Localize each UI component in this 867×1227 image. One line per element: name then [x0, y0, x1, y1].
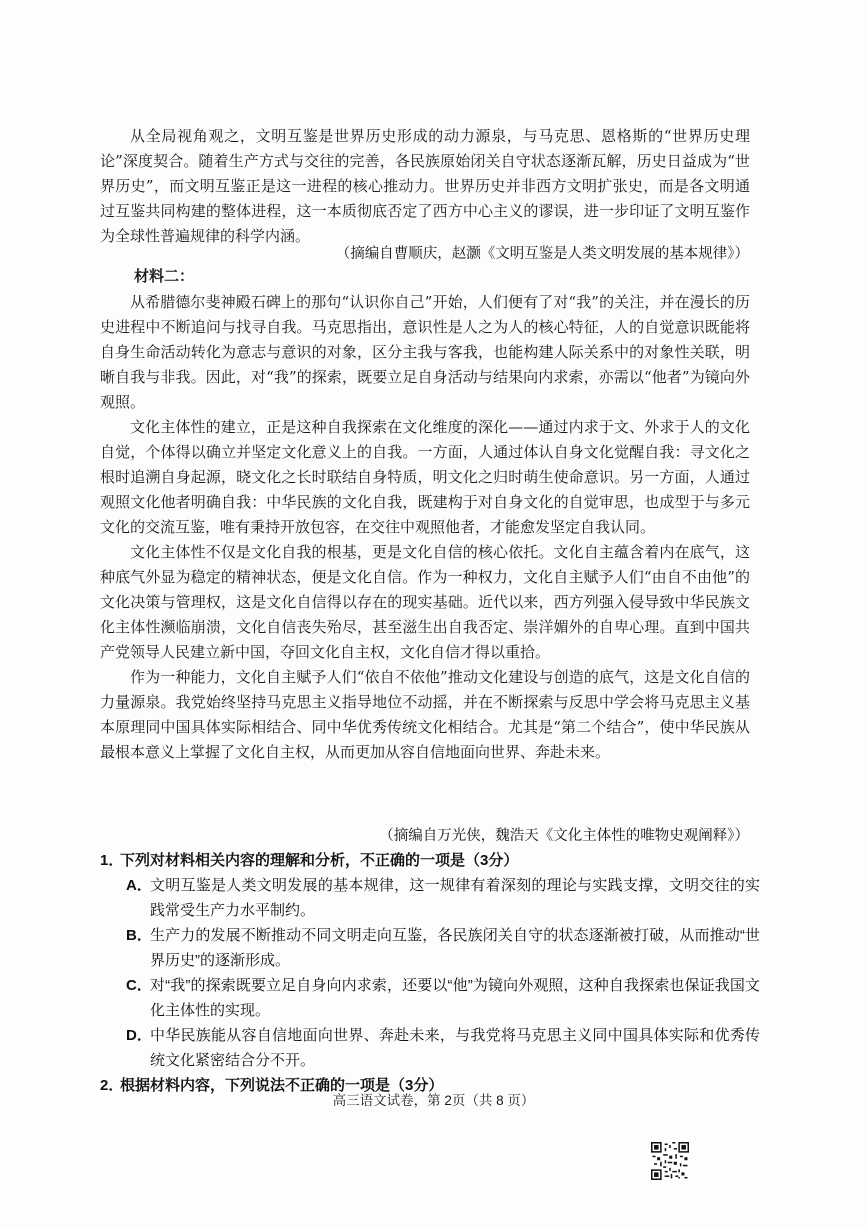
material-two-body — [100, 290, 750, 765]
material-two-paragraph-1: 从希腊德尔斐神殿石碑上的那句“认识你自己”开始，人们便有了对“我”的关注，并在漫长的历史进程中不断追问与找寻自我。马克思指出，意识性是人之为人的核心特征，人的自觉意识既能将自身生命活动转化为意志与意识的对象，区分主我与客我，也能构建人际关系中的对象性关联，明晰自我与非我。因此，对“我”的探索，既要立足自身活动与结果向内求索，亦需以“他者”为镜向外观照。 — [100, 293, 750, 411]
question-text: 根据材料内容，下列说法不正确的一项是（3分） — [120, 1077, 444, 1094]
material-one-paragraph: 从全局视角观之，文明互鉴是世界历史形成的动力源泉，与马克思、恩格斯的“世界历史理论”深度契合。随着生产方式与交往的完善，各民族原始闭关自守状态逐渐瓦解，历史日益成为“世界历史”，而文明互鉴正是这一进程的核心推动力。世界历史并非西方文明扩张史，而是各文明通过互鉴共同构建的整体进程，这一本质彻底否定了西方中心主义的谬误，进一步印证了文明互鉴作为全球性普遍规律的科学内涵。 — [100, 127, 750, 245]
question-text: 下列对材料相关内容的理解和分析，不正确的一项是（3分） — [120, 852, 519, 869]
question-number: 2． — [100, 1077, 124, 1094]
option-a[interactable] — [100, 873, 760, 923]
material-two-heading: 材料二： — [134, 268, 195, 285]
option-letter: A． — [126, 877, 152, 894]
material-one-source: （摘编自曹顺庆，赵灏《文明互鉴是人类文明发展的基本规律》） — [335, 246, 749, 262]
qr-code-icon — [651, 1142, 689, 1180]
option-c[interactable] — [100, 973, 760, 1023]
question-1-stem — [100, 848, 760, 873]
material-two-paragraph-2: 文化主体性的建立，正是这种自我探索在文化维度的深化——通过内求于文、外求于人的文化自觉，个体得以确立并坚定文化意义上的自我。一方面，人通过体认自身文化觉醒自我：寻文化之根时追溯自身起源，晓文化之长时联结自身特质，明文化之归时萌生使命意识。另一方面，人通过观照文化他者明确自我：中华民族的文化自我，既建构于对自身文化的自觉审思，也成型于与多元文化的交流互鉴，唯有秉持开放包容，在交往中观照他者，才能愈发坚定自我认同。 — [100, 418, 750, 536]
question-1 — [100, 848, 760, 1073]
question-list — [100, 848, 760, 1098]
page-footer: 高三语文试卷，第 2页（共 8 页） — [332, 1093, 535, 1108]
option-b[interactable] — [100, 923, 760, 973]
material-two-paragraph-4: 作为一种能力，文化自主赋予人们“依自不依他”推动文化建设与创造的底气，这是文化自信的力量源泉。我党始终坚持马克思主义指导地位不动摇，并在不断探索与反思中学会将马克思主义基本原理同中国具体实际相结合、同中华优秀传统文化相结合。尤其是“第二个结合”，使中华民族从最根本意义上掌握了文化自主权，从而更加从容自信地面向世界、奔赴未来。 — [100, 668, 750, 761]
question-number: 1． — [100, 852, 124, 869]
material-two-source: （摘编自万光侠，魏浩天《文化主体性的唯物史观阐释》） — [379, 828, 749, 844]
option-d[interactable] — [100, 1023, 760, 1073]
option-letter: B． — [126, 927, 152, 944]
material-one-body — [100, 124, 750, 249]
option-text: 文明互鉴是人类文明发展的基本规律，这一规律有着深刻的理论与实践支撑，文明交往的实践常受生产力水平制约。 — [150, 877, 760, 919]
option-text: 对“我”的探索既要立足自身向内求索，还要以“他”为镜向外观照，这种自我探索也保证我国文化主体性的实现。 — [150, 977, 760, 1019]
option-text: 中华民族能从容自信地面向世界、奔赴未来，与我党将马克思主义同中国具体实际和优秀传统文化紧密结合分不开。 — [150, 1027, 760, 1069]
option-text: 生产力的发展不断推动不同文明走向互鉴，各民族闭关自守的状态逐渐被打破，从而推动“世界历史”的逐渐形成。 — [150, 927, 760, 969]
material-two-paragraph-3: 文化主体性不仅是文化自我的根基，更是文化自信的核心依托。文化自主蕴含着内在底气，这种底气外显为稳定的精神状态，便是文化自信。作为一种权力，文化自主赋予人们“由自不由他”的文化决策与管理权，这是文化自信得以存在的现实基础。近代以来，西方列强入侵导致中华民族文化主体性濒临崩溃，文化自信丧失殆尽，甚至滋生出自我否定、崇洋媚外的自卑心理。直到中国共产党领导人民建立新中国，夺回文化自主权，文化自信才得以重拾。 — [100, 543, 750, 661]
option-letter: C． — [126, 977, 152, 994]
option-letter: D． — [126, 1027, 152, 1044]
